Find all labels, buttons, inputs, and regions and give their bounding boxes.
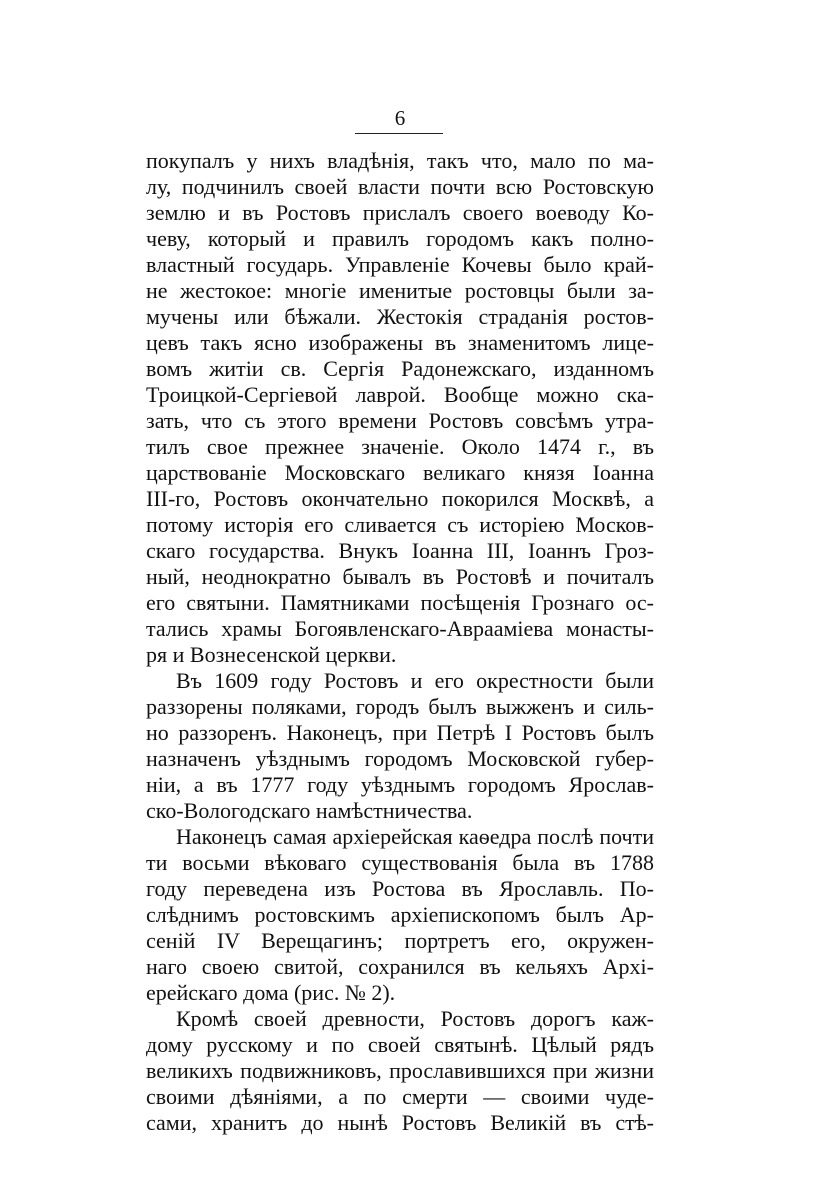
- text-line: лу, подчинилъ своей власти почти всю Ростовскую: [146, 174, 654, 199]
- text-line: году переведена изъ Ростова въ Ярославль. По-: [146, 876, 654, 901]
- paragraph: [146, 148, 654, 668]
- text-line: Троицкой-Сергіевой лаврой. Вообще можно ска-: [146, 382, 654, 407]
- text-line: покупалъ у нихъ владѣнія, такъ что, мало по ма-: [146, 148, 654, 173]
- text-line: землю и въ Ростовъ прислалъ своего воеводу Ко-: [146, 200, 654, 225]
- text-line: раззорены поляками, городъ былъ выжженъ и силь-: [146, 694, 654, 719]
- text-line: царствованіе Московскаго великаго князя Іоанна: [146, 460, 654, 485]
- text-line: вомъ житіи св. Сергія Радонежскаго, изданномъ: [146, 356, 654, 381]
- text-line: ерейскаго дома (рис. № 2).: [146, 980, 396, 1005]
- text-line: Кромѣ своей древности, Ростовъ дорогъ каж-: [176, 1006, 654, 1031]
- text-line: тались храмы Богоявленскаго-Авраамiева монасты-: [146, 616, 654, 641]
- text-line: зать, что съ этого времени Ростовъ совсѣмъ утра-: [146, 408, 654, 433]
- text-line: тилъ свое прежнее значеніе. Около 1474 г., въ: [146, 434, 654, 459]
- text-line: его святыни. Памятниками посѣщенія Грознаго ос-: [146, 590, 654, 615]
- paragraph: [146, 668, 654, 824]
- text-line: своими дѣяніями, а по смерти — своими чуде-: [146, 1084, 654, 1109]
- text-line: но раззоренъ. Наконецъ, при Петрѣ I Ростовъ былъ: [146, 720, 654, 745]
- text-line: ный, неоднократно бывалъ въ Ростовѣ и почиталъ: [146, 564, 654, 589]
- paragraph: [146, 824, 654, 1006]
- text-line: Въ 1609 году Ростовъ и его окрестности были: [176, 668, 654, 693]
- text-line: назначенъ уѣзднымъ городомъ Московской губер-: [146, 746, 654, 771]
- text-line: мучены или бѣжали. Жестокія страданія ростов-: [146, 304, 654, 329]
- page-number: 6: [394, 106, 406, 130]
- text-line: ти восьми вѣковаго существованія была въ 1788: [146, 850, 654, 875]
- header-rule: [355, 133, 443, 134]
- text-line: дому русскому и по своей святынѣ. Цѣлый рядъ: [146, 1032, 654, 1057]
- text-line: III-го, Ростовъ окончательно покорился Москвѣ, а: [146, 486, 654, 511]
- paragraph: [146, 1006, 654, 1136]
- text-line: ско-Вологодскаго намѣстничества.: [146, 798, 473, 823]
- text-line: потому исторія его сливается съ исторіею Москов-: [146, 512, 654, 537]
- body-text: [146, 148, 654, 1136]
- text-line: сами, хранитъ до нынѣ Ростовъ Великій въ стѣ-: [146, 1110, 654, 1135]
- text-line: ря и Вознесенской церкви.: [146, 642, 397, 667]
- text-line: чеву, который и правилъ городомъ какъ полно-: [146, 226, 654, 251]
- text-line: властный государь. Управленіе Кочевы было край-: [146, 252, 654, 277]
- text-line: наго своею свитой, сохранился въ кельяхъ Архі-: [146, 954, 654, 979]
- text-line: цевъ такъ ясно изображены въ знаменитомъ лице-: [146, 330, 654, 355]
- text-line: слѣднимъ ростовскимъ архіепископомъ былъ Ар-: [146, 902, 654, 927]
- text-line: скаго государства. Внукъ Іоанна III, Іоаннъ Гроз-: [146, 538, 654, 563]
- text-line: сеній IV Верещагинъ; портретъ его, окружен-: [146, 928, 654, 953]
- text-line: ніи, а въ 1777 году уѣзднымъ городомъ Ярослав-: [146, 772, 654, 797]
- text-line: великихъ подвижниковъ, прославившихся при жизни: [146, 1058, 654, 1083]
- text-line: не жестокое: многіе именитые ростовцы были за-: [146, 278, 654, 303]
- text-line: Наконецъ самая архіерейская каѳедра послѣ почти: [176, 824, 654, 849]
